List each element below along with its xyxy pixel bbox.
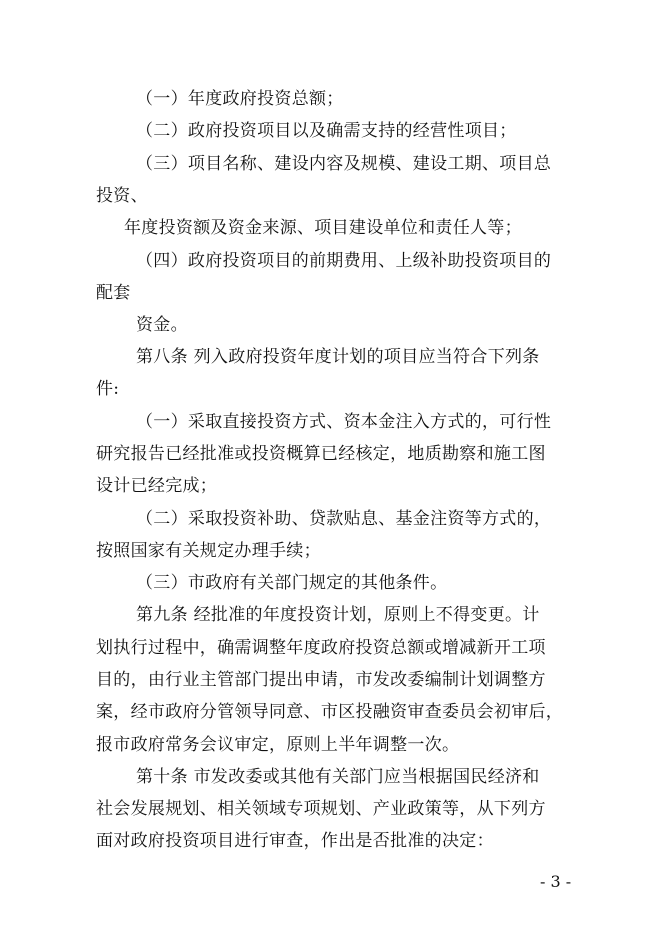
text-line: 报市政府常务会议审定，原则上半年调整一次。 [96,735,460,755]
text-line: 案，经市政府分管领导同意、市区投融资审查委员会初审后， [96,702,564,722]
text-line: 第九条 经批准的年度投资计划，原则上不得变更。计 [136,605,540,625]
text-line: 件: [96,379,120,399]
text-line: 配套 [96,283,131,303]
text-line: （一）年度政府投资总额； [136,89,344,109]
text-line: 第八条 列入政府投资年度计划的项目应当符合下列条 [136,347,540,367]
text-line: 划执行过程中，确需调整年度政府投资总额或增减新开工项 [96,638,546,658]
text-line: 资金。 [136,315,188,335]
text-line: 年度投资额及资金来源、项目建设单位和责任人等； [124,218,522,238]
text-line: 第十条 市发改委或其他有关部门应当根据国民经济和 [136,767,540,787]
text-line: （二）政府投资项目以及确需支持的经营性项目； [136,121,517,141]
text-line: 研究报告已经批准或投资概算已经核定，地质勘察和施工图 [96,444,546,464]
text-line: 面对政府投资项目进行审查，作出是否批准的决定： [96,831,494,851]
text-line: （一）采取直接投资方式、资本金注入方式的，可行性 [136,412,552,432]
page-number: - 3 - [540,872,572,891]
text-line: 目的，由行业主管部门提出申请，市发改委编制计划调整方 [96,670,546,690]
text-line: （三）市政府有关部门规定的其他条件。 [136,573,448,593]
text-line: （四）政府投资项目的前期费用、上级补助投资项目的 [136,251,552,271]
text-line: 社会发展规划、相关领域专项规划、产业政策等，从下列方 [96,799,546,819]
text-line: 投资、 [96,186,148,206]
text-line: 按照国家有关规定办理手续； [96,541,321,561]
text-line: （二）采取投资补助、贷款贴息、基金注资等方式的， [136,509,552,529]
text-line: 设计已经完成； [96,476,218,496]
text-line: （三）项目名称、建设内容及规模、建设工期、项目总 [136,154,552,174]
